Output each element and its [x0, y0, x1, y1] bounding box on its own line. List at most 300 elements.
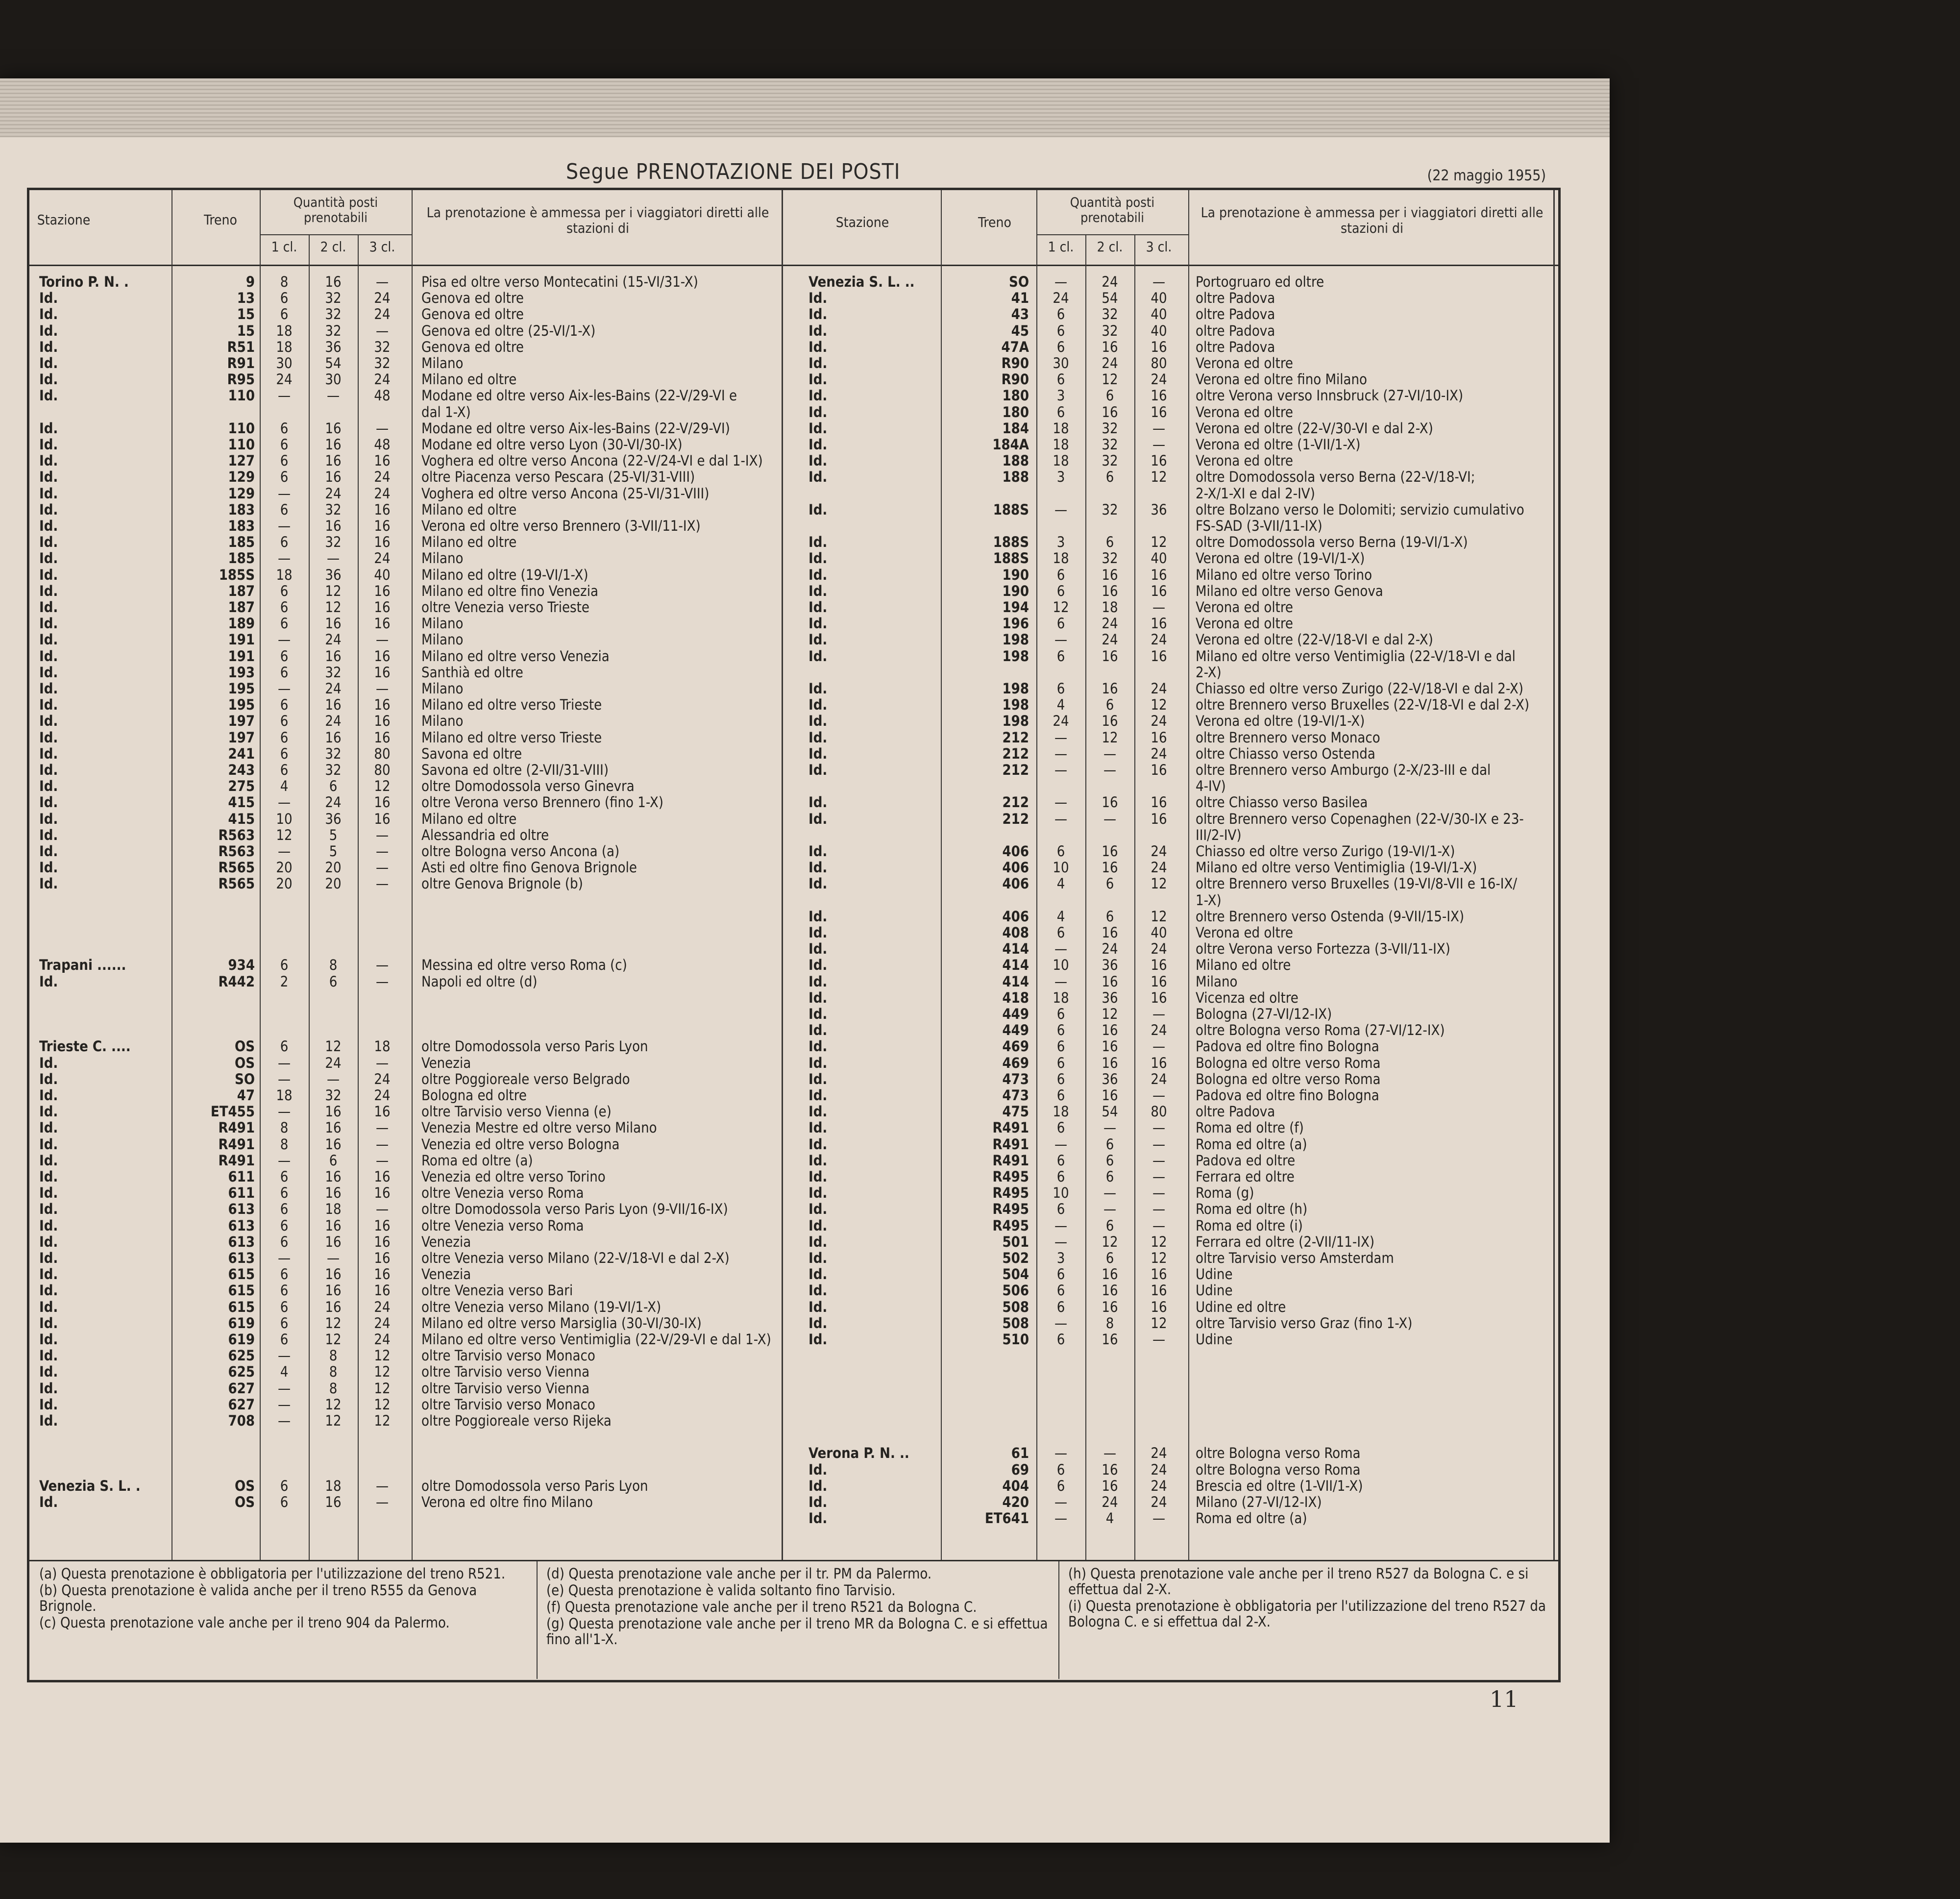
train-cell: 197 [228, 729, 255, 746]
class1-seats: 6 [280, 1282, 289, 1299]
destination-cell: oltre Padova [1196, 338, 1275, 355]
train-cell: 504 [1002, 1266, 1029, 1283]
train-cell: 61 [1011, 1445, 1029, 1462]
class1-seats: — [277, 518, 291, 534]
station-cell: Id. [39, 615, 58, 632]
destination-cell: oltre Venezia verso Milano (22-V/18-VI e dal 2-X) [421, 1250, 730, 1266]
train-cell: 406 [1002, 875, 1029, 892]
train-cell: 188 [1002, 469, 1029, 486]
class1-seats: 6 [280, 1298, 289, 1315]
class2-seats: 8 [1105, 1314, 1114, 1332]
station-cell: Id. [39, 745, 58, 762]
table-row [29, 1168, 1558, 1184]
train-cell: 195 [228, 680, 255, 697]
class1-seats: 10 [1053, 1184, 1069, 1202]
class3-seats: 16 [374, 615, 391, 632]
destination-cell: 1-X) [1196, 891, 1222, 909]
class2-seats: 5 [329, 843, 338, 860]
class2-seats: 16 [1102, 582, 1118, 599]
class2-seats: 36 [325, 566, 342, 583]
class3-seats: 12 [1151, 1314, 1167, 1332]
class1-seats: — [277, 680, 291, 697]
destination-cell: Messina ed oltre verso Roma (c) [421, 957, 627, 974]
class2-seats: 36 [325, 810, 342, 827]
destination-cell: Bologna ed oltre [421, 1087, 527, 1104]
train-cell: 190 [1002, 566, 1029, 583]
table-header [29, 190, 1558, 266]
destination-cell: Milano ed oltre verso Ventimiglia (22-V/18-VI e dal [1196, 647, 1516, 665]
train-cell: 184A [992, 436, 1029, 453]
destination-cell: Modane ed oltre verso Aix-les-Bains (22-V/29-VI e [421, 387, 737, 404]
train-cell: 110 [228, 387, 255, 404]
train-cell: 185 [228, 550, 255, 567]
class3-seats: 16 [1151, 794, 1167, 811]
station-cell: Id. [808, 566, 828, 583]
station-cell: Id. [808, 1331, 828, 1348]
train-cell: 198 [1002, 713, 1029, 730]
train-cell: 212 [1002, 810, 1029, 827]
table-row [29, 1184, 1558, 1201]
class1-seats: 6 [280, 647, 289, 665]
class1-seats: 6 [280, 419, 289, 437]
station-cell: Id. [808, 1103, 828, 1120]
class1-seats: 6 [280, 1168, 289, 1185]
class3-seats: 12 [374, 1363, 391, 1381]
class2-seats: 16 [1102, 1266, 1118, 1283]
train-cell: 473 [1002, 1087, 1029, 1104]
destination-cell: Brescia ed oltre (1-VII/1-X) [1196, 1477, 1363, 1494]
class3-seats: 16 [374, 1103, 391, 1120]
train-cell: 404 [1002, 1477, 1029, 1494]
destination-cell: Verona ed oltre (19-VI/1-X) [1196, 550, 1365, 567]
station-cell: Id. [39, 875, 58, 892]
class2-seats: 32 [1102, 306, 1118, 323]
class2-seats: 12 [325, 1331, 342, 1348]
class1-seats: — [277, 631, 291, 648]
station-cell: Id. [808, 1184, 828, 1202]
train-cell: R495 [992, 1184, 1029, 1202]
class1-seats: 6 [280, 1201, 289, 1218]
class3-seats: 16 [1151, 615, 1167, 632]
class3-seats: — [1152, 1006, 1166, 1022]
class3-seats: 16 [1151, 647, 1167, 665]
train-cell: R563 [218, 826, 255, 843]
destination-cell: Milano [421, 550, 464, 567]
station-cell: Id. [39, 1380, 58, 1397]
class3-seats: 12 [1151, 469, 1167, 486]
train-cell: 212 [1002, 762, 1029, 778]
station-cell: Id. [808, 1006, 828, 1022]
class3-seats: 24 [374, 290, 391, 307]
class3-seats: 24 [1151, 680, 1167, 697]
destination-cell: Genova ed oltre (25-VI/1-X) [421, 322, 596, 339]
class2-seats: 32 [325, 534, 342, 551]
station-cell: Id. [808, 924, 828, 941]
class3-seats: 16 [1151, 387, 1167, 404]
class3-seats: 16 [1151, 989, 1167, 1006]
table-row [29, 404, 1558, 420]
train-cell: 613 [228, 1250, 255, 1266]
class1-seats: 6 [1056, 1168, 1065, 1185]
destination-cell: Milano ed oltre verso Marsiglia (30-VI/30-IX) [421, 1314, 702, 1332]
class1-seats: 3 [1056, 1250, 1065, 1266]
destination-cell: Milano ed oltre [421, 534, 517, 551]
table-row [29, 387, 1558, 403]
class1-seats: 2 [280, 973, 289, 990]
destination-cell: oltre Bologna verso Ancona (a) [421, 843, 620, 860]
destination-cell: oltre Tarvisio verso Vienna [421, 1363, 590, 1381]
class2-seats: 24 [325, 485, 342, 502]
destination-cell: dal 1-X) [421, 403, 471, 420]
class2-seats: 30 [325, 371, 342, 388]
class3-seats: — [1152, 1168, 1166, 1185]
train-cell: 188S [993, 534, 1029, 551]
destination-cell: oltre Verona verso Brennero (fino 1-X) [421, 794, 663, 811]
class2-seats: 5 [329, 826, 338, 843]
class2-seats: 16 [1102, 1022, 1118, 1039]
train-cell: 197 [228, 713, 255, 730]
class1-seats: 6 [280, 582, 289, 599]
destination-cell: 2-X) [1196, 664, 1222, 681]
class1-seats: — [277, 1396, 291, 1413]
station-cell: Id. [808, 1038, 828, 1055]
class3-seats: 12 [374, 1412, 391, 1429]
destination-cell: Verona ed oltre [1196, 924, 1293, 941]
class3-seats: 16 [1151, 957, 1167, 974]
train-cell: 475 [1002, 1103, 1029, 1120]
station-cell: Torino P. N. . [39, 273, 129, 290]
page-number: 11 [1490, 1686, 1519, 1712]
train-cell: R491 [992, 1152, 1029, 1169]
train-cell: 198 [1002, 647, 1029, 665]
destination-cell: Roma ed oltre (h) [1196, 1201, 1308, 1218]
class2-seats: 6 [1105, 696, 1114, 714]
destination-cell: Chiasso ed oltre verso Zurigo (22-V/18-VI e dal 2-X) [1196, 680, 1523, 697]
class2-seats: 16 [325, 1266, 342, 1283]
destination-cell: oltre Tarvisio verso Monaco [421, 1396, 595, 1413]
destination-cell: Verona ed oltre fino Milano [421, 1494, 593, 1510]
train-cell: 69 [1011, 1461, 1029, 1478]
destination-cell: Santhià ed oltre [421, 664, 523, 681]
class3-seats: 16 [1151, 452, 1167, 469]
train-cell: 193 [228, 664, 255, 681]
table-row [29, 1429, 1558, 1445]
class1-seats: 24 [1053, 713, 1069, 730]
class2-seats: 36 [1102, 957, 1118, 974]
class2-seats: 24 [325, 1054, 342, 1071]
table-row [29, 501, 1558, 518]
train-cell: 198 [1002, 680, 1029, 697]
destination-cell: Venezia [421, 1054, 471, 1071]
col-c2-left: 2 cl. [320, 239, 346, 255]
table-row [29, 485, 1558, 501]
station-cell: Id. [808, 550, 828, 567]
train-cell: OS [235, 1477, 255, 1494]
table-row [29, 583, 1558, 599]
class2-seats: 16 [325, 1217, 342, 1234]
class3-seats: 24 [374, 371, 391, 388]
class2-seats: 24 [325, 713, 342, 730]
class1-seats: — [1054, 631, 1068, 648]
destination-cell: Roma ed oltre (a) [1196, 1510, 1307, 1527]
class2-seats: — [1103, 745, 1117, 762]
table-row [29, 550, 1558, 566]
class2-seats: 12 [325, 1412, 342, 1429]
table-row [29, 1038, 1558, 1054]
class3-seats: 16 [1151, 582, 1167, 599]
train-cell: 9 [245, 273, 255, 290]
class1-seats: 6 [280, 1477, 289, 1494]
destination-cell: Padova ed oltre fino Bologna [1196, 1087, 1379, 1104]
station-cell: Id. [39, 778, 58, 795]
destination-cell: Verona ed oltre [1196, 452, 1293, 469]
station-cell: Id. [39, 1331, 58, 1348]
class3-seats: — [1152, 1217, 1166, 1234]
station-cell: Id. [39, 1266, 58, 1283]
destination-cell: oltre Verona verso Fortezza (3-VII/11-IX) [1196, 940, 1450, 958]
train-cell: 619 [228, 1314, 255, 1332]
class2-seats: 18 [325, 1477, 342, 1494]
destination-cell: Verona ed oltre [1196, 403, 1293, 420]
class3-seats: 24 [1151, 1445, 1167, 1462]
table-row [29, 469, 1558, 485]
class1-seats: — [277, 1054, 291, 1071]
destination-cell: 4-IV) [1196, 778, 1226, 795]
train-cell: 127 [228, 452, 255, 469]
destination-cell: Venezia ed oltre verso Torino [421, 1168, 606, 1185]
station-cell: Id. [808, 1494, 828, 1510]
class3-seats: 16 [1151, 810, 1167, 827]
destination-cell: oltre Domodossola verso Berna (22-V/18-VI; [1196, 469, 1475, 486]
class3-seats: 24 [374, 1331, 391, 1348]
station-cell: Id. [808, 1477, 828, 1494]
class1-seats: 6 [1056, 924, 1065, 941]
destination-cell: oltre Bolzano verso le Dolomiti; servizio cumulativo [1196, 501, 1524, 518]
destination-cell: Verona ed oltre verso Brennero (3-VII/11-IX) [421, 518, 701, 534]
station-cell: Id. [39, 631, 58, 648]
class2-seats: 32 [1102, 436, 1118, 453]
class1-seats: 3 [1056, 469, 1065, 486]
class1-seats: — [1054, 940, 1068, 958]
class1-seats: — [277, 843, 291, 860]
title-bar [27, 159, 1561, 189]
class1-seats: 4 [1056, 908, 1065, 925]
class1-seats: 6 [280, 1331, 289, 1348]
class3-seats: 12 [374, 1396, 391, 1413]
destination-cell: Savona ed oltre (2-VII/31-VIII) [421, 762, 609, 778]
class1-seats: 20 [276, 859, 293, 876]
train-cell: 406 [1002, 843, 1029, 860]
destination-cell: Verona ed oltre (22-V/18-VI e dal 2-X) [1196, 631, 1433, 648]
class3-seats: 24 [1151, 713, 1167, 730]
class3-seats: 16 [1151, 762, 1167, 778]
class3-seats: 16 [374, 1184, 391, 1202]
class3-seats: 12 [1151, 1233, 1167, 1250]
destination-cell: oltre Venezia verso Trieste [421, 599, 589, 616]
train-cell: 449 [1002, 1006, 1029, 1022]
table-row [29, 648, 1558, 664]
train-cell: 183 [228, 518, 255, 534]
class1-seats: — [277, 387, 291, 404]
destination-cell: Genova ed oltre [421, 338, 524, 355]
class2-seats: 6 [329, 973, 338, 990]
station-cell: Id. [808, 647, 828, 665]
class1-seats: 18 [1053, 550, 1069, 567]
train-cell: 615 [228, 1282, 255, 1299]
train-cell: 615 [228, 1298, 255, 1315]
class2-seats: 24 [1102, 615, 1118, 632]
class1-seats: 6 [1056, 1201, 1065, 1218]
train-cell: R51 [227, 338, 255, 355]
train-cell: 185 [228, 534, 255, 551]
class3-seats: 80 [1151, 355, 1167, 371]
class1-seats: — [1054, 810, 1068, 827]
station-cell: Id. [39, 1087, 58, 1104]
class1-seats: 6 [280, 1314, 289, 1332]
class2-seats: 36 [325, 338, 342, 355]
class1-seats: 6 [1056, 615, 1065, 632]
col-train-right: Treno [978, 214, 1011, 230]
class3-seats: 32 [374, 355, 391, 371]
class1-seats: 6 [280, 290, 289, 307]
station-cell: Id. [39, 1184, 58, 1202]
class2-seats: 16 [325, 452, 342, 469]
class2-seats: 16 [325, 1119, 342, 1136]
destination-cell: Milano [421, 713, 464, 730]
station-cell: Id. [39, 1298, 58, 1315]
train-cell: 406 [1002, 908, 1029, 925]
station-cell: Id. [808, 403, 828, 420]
class1-seats: 24 [276, 371, 293, 388]
class1-seats: — [1054, 501, 1068, 518]
footnote: (b) Questa prenotazione è valida anche per il treno R555 da Genova Brignole. [39, 1581, 477, 1614]
table-row [29, 892, 1558, 908]
train-cell: 129 [228, 485, 255, 502]
class3-seats: 40 [1151, 306, 1167, 323]
train-cell: 418 [1002, 989, 1029, 1006]
station-cell: Id. [808, 1266, 828, 1283]
class2-seats: 16 [325, 1168, 342, 1185]
class2-seats: 16 [1102, 1331, 1118, 1348]
class1-seats: 6 [1056, 1331, 1065, 1348]
class3-seats: — [1152, 1201, 1166, 1218]
class2-seats: 18 [1102, 599, 1118, 616]
class3-seats: 24 [1151, 1477, 1167, 1494]
class3-seats: 16 [374, 810, 391, 827]
table-row [29, 290, 1558, 306]
class3-seats: 12 [1151, 875, 1167, 892]
class3-seats: 32 [374, 338, 391, 355]
class3-seats: 40 [1151, 550, 1167, 567]
footnote: (c) Questa prenotazione vale anche per il treno 904 da Palermo. [39, 1614, 450, 1631]
class3-seats: — [1152, 419, 1166, 437]
station-cell: Id. [39, 371, 58, 388]
class1-seats: 6 [1056, 1054, 1065, 1071]
class3-seats: 12 [374, 1347, 391, 1364]
station-cell: Trapani ...... [39, 957, 126, 974]
destination-cell: Vicenza ed oltre [1196, 989, 1298, 1006]
class2-seats: 16 [325, 1494, 342, 1510]
class3-seats: 16 [1151, 1054, 1167, 1071]
class3-seats: — [1152, 1038, 1166, 1055]
class2-seats: 20 [325, 859, 342, 876]
station-cell: Id. [39, 1282, 58, 1299]
class2-seats: 18 [325, 1201, 342, 1218]
train-cell: 188S [993, 501, 1029, 518]
class3-seats: 16 [1151, 729, 1167, 746]
destination-cell: Voghera ed oltre verso Ancona (22-V/24-VI e dal 1-IX) [421, 452, 763, 469]
class1-seats: 6 [1056, 306, 1065, 323]
station-cell: Id. [39, 501, 58, 518]
class1-seats: 8 [280, 1119, 289, 1136]
destination-cell: Padova ed oltre fino Bologna [1196, 1038, 1379, 1055]
class3-seats: — [375, 1119, 389, 1136]
class3-seats: — [375, 859, 389, 876]
station-cell: Id. [39, 322, 58, 339]
table-row [29, 908, 1558, 924]
train-cell: 510 [1002, 1331, 1029, 1348]
table-row [29, 973, 1558, 989]
train-cell: 243 [228, 762, 255, 778]
station-cell: Id. [39, 1168, 58, 1185]
station-cell: Verona P. N. .. [808, 1445, 909, 1462]
class1-seats: 6 [280, 1494, 289, 1510]
footnote: (g) Questa prenotazione vale anche per il treno MR da Bologna C. e si effettua fino all'1-X. [546, 1615, 1048, 1648]
destination-cell: oltre Brennero verso Amburgo (2-X/23-III e dal [1196, 762, 1491, 778]
class1-seats: 30 [276, 355, 293, 371]
class3-seats: 12 [374, 778, 391, 795]
destination-cell: Verona ed oltre [1196, 599, 1293, 616]
class2-seats: — [1103, 810, 1117, 827]
class3-seats: 24 [1151, 745, 1167, 762]
station-cell: Id. [808, 696, 828, 714]
destination-cell: Verona ed oltre (1-VII/1-X) [1196, 436, 1361, 453]
station-cell: Id. [39, 419, 58, 437]
class2-seats: 32 [325, 290, 342, 307]
table-row [29, 534, 1558, 550]
class1-seats: — [277, 485, 291, 502]
class3-seats: 12 [374, 1380, 391, 1397]
train-cell: 241 [228, 745, 255, 762]
station-cell: Id. [39, 843, 58, 860]
class3-seats: — [1152, 1331, 1166, 1348]
footnote: (e) Questa prenotazione è valida soltanto fino Tarvisio. [546, 1581, 896, 1599]
destination-cell: Milano [1196, 973, 1238, 990]
train-cell: 191 [228, 647, 255, 665]
class2-seats: 16 [1102, 713, 1118, 730]
train-cell: 198 [1002, 631, 1029, 648]
col-desc-left: La prenotazione è ammessa per i viaggiatori diretti alle stazioni di [426, 204, 769, 237]
class1-seats: 30 [1053, 355, 1069, 371]
destination-cell: oltre Padova [1196, 322, 1275, 339]
table-row [29, 843, 1558, 859]
station-cell: Id. [808, 1314, 828, 1332]
class1-seats: — [277, 1412, 291, 1429]
class1-seats: 6 [280, 1217, 289, 1234]
class2-seats: 54 [1102, 1103, 1118, 1120]
destination-cell: Milano ed oltre verso Trieste [421, 729, 602, 746]
destination-cell: Verona ed oltre (22-V/30-VI e dal 2-X) [1196, 419, 1433, 437]
class2-seats: 16 [1102, 1298, 1118, 1315]
station-cell: Id. [808, 371, 828, 388]
destination-cell: Modane ed oltre verso Lyon (30-VI/30-IX) [421, 436, 683, 453]
station-cell: Id. [39, 518, 58, 534]
class2-seats: 12 [325, 1038, 342, 1055]
train-cell: 183 [228, 501, 255, 518]
class1-seats: 18 [276, 1087, 293, 1104]
class1-seats: 4 [1056, 875, 1065, 892]
train-cell: SO [1009, 273, 1029, 290]
